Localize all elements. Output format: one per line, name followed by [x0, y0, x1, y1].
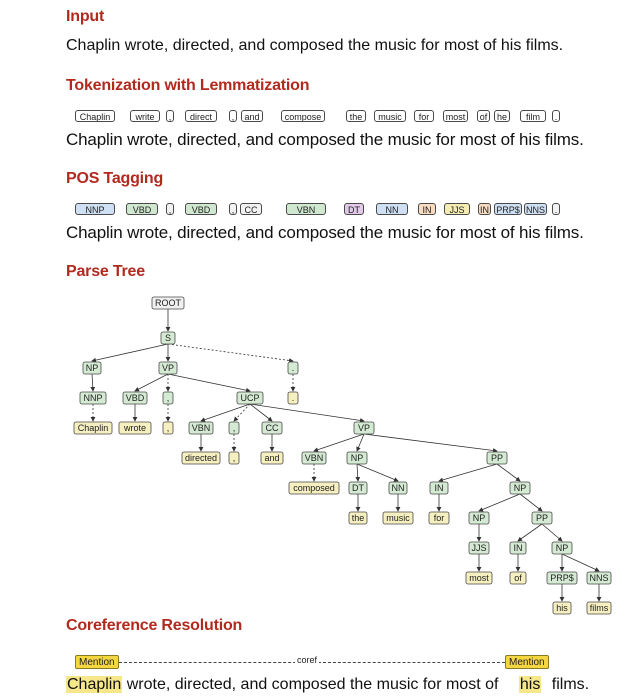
pos-token-14: .	[552, 203, 560, 215]
parse-tree	[0, 280, 637, 615]
svg-text:VBD: VBD	[125, 393, 145, 403]
tree-node-NP2	[347, 452, 367, 464]
coref-sentence-end: films.	[547, 676, 590, 693]
input-sentence: Chaplin wrote, directed, and composed the music for most of his films.	[66, 37, 564, 54]
lemma-token-7: the	[346, 110, 366, 122]
tree-edge-UCP-VBN1	[201, 404, 250, 421]
svg-text:most: most	[469, 573, 489, 583]
svg-text:VP: VP	[357, 423, 371, 433]
svg-text:NP: NP	[513, 483, 527, 493]
tree-edge-NP5-NNS	[562, 554, 599, 571]
tree-node-JJS	[469, 542, 489, 554]
svg-text:VBN: VBN	[304, 453, 324, 463]
lemma-token-12: he	[494, 110, 510, 122]
svg-text:for: for	[433, 513, 445, 523]
svg-text:Chaplin: Chaplin	[77, 423, 109, 433]
tree-node-NNS	[587, 572, 611, 584]
tree-edge-VP1-UCP	[168, 374, 250, 391]
coref-highlight-chaplin: Chaplin	[67, 676, 122, 693]
tree-node-NN	[389, 482, 407, 494]
tree-edge-S-P1	[168, 344, 293, 361]
lemma-token-11: of	[477, 110, 490, 122]
tree-edge-NP3-NP4	[479, 494, 520, 511]
pos-token-4: ,	[229, 203, 237, 215]
tree-node-PP1	[487, 452, 507, 464]
tree-leaf-w_for	[429, 512, 449, 524]
svg-text:VBN: VBN	[191, 423, 211, 433]
tree-node-UCP	[237, 392, 263, 404]
svg-text:and: and	[264, 453, 280, 463]
svg-text:PP: PP	[535, 513, 549, 523]
svg-text:,: ,	[166, 423, 170, 433]
tree-leaf-w_c2	[229, 452, 239, 464]
lemma-token-8: music	[374, 110, 406, 122]
section-heading-coref: Coreference Resolution	[66, 617, 243, 634]
tree-leaf-w_films	[587, 602, 611, 614]
svg-text:wrote: wrote	[123, 423, 147, 433]
svg-text:PRP$: PRP$	[550, 573, 574, 583]
tree-node-NNP	[80, 392, 106, 404]
svg-text:VP: VP	[161, 363, 175, 373]
coref-sentence-middle: wrote, directed, and composed the music for most of	[122, 676, 503, 693]
svg-text:ROOT: ROOT	[155, 298, 181, 308]
lemma-token-1: write	[130, 110, 160, 122]
tree-edge-PP2-IN2	[518, 524, 542, 541]
svg-text:PP: PP	[490, 453, 504, 463]
svg-text:his: his	[556, 603, 568, 613]
lemma-token-6: compose	[281, 110, 325, 122]
lemma-token-5: and	[241, 110, 263, 122]
tree-edge-UCP-VP2	[250, 404, 364, 421]
pos-token-5: CC	[240, 203, 262, 215]
section-heading-parse: Parse Tree	[66, 263, 145, 280]
tree-node-DT	[349, 482, 367, 494]
tree-leaf-w_music	[383, 512, 413, 524]
section-heading-pos: POS Tagging	[66, 170, 164, 187]
svg-text:,: ,	[232, 423, 236, 433]
tree-node-IN2	[510, 542, 526, 554]
svg-text:directed: directed	[184, 453, 218, 463]
lemma-token-2: ,	[166, 110, 174, 122]
tree-leaf-w_chaplin	[74, 422, 112, 434]
svg-text:NN: NN	[391, 483, 405, 493]
svg-text:IN: IN	[434, 483, 444, 493]
tree-node-VBN2	[302, 452, 326, 464]
tree-edge-VP2-NP2	[357, 434, 364, 451]
tokenized-sentence: Chaplin wrote, directed, and composed the music for most of his films.	[66, 130, 584, 149]
lemma-token-4: ,	[229, 110, 237, 122]
pos-token-8: NN	[376, 203, 408, 215]
tree-edge-NP1-NNP	[92, 374, 93, 391]
tree-edge-PP1-NP3	[497, 464, 520, 481]
tree-leaf-w_directed	[182, 452, 220, 464]
tree-edge-VP1-VBD1	[135, 374, 168, 391]
tree-leaf-w_the	[349, 512, 367, 524]
svg-text:NNP: NNP	[83, 393, 103, 403]
tree-edge-VP2-PP1	[364, 434, 497, 451]
svg-text:NP: NP	[350, 453, 364, 463]
tree-node-NP3	[510, 482, 530, 494]
tree-edge-NP2-NN	[357, 464, 398, 481]
tree-leaf-w_composed	[289, 482, 339, 494]
svg-text:.: .	[291, 393, 295, 403]
lemma-token-13: film	[520, 110, 546, 122]
tree-node-S	[161, 332, 175, 344]
tree-node-NP5	[552, 542, 572, 554]
tree-node-VP1	[159, 362, 177, 374]
tree-edge-VP2-VBN2	[314, 434, 364, 451]
pos-token-0: NNP	[75, 203, 115, 215]
section-heading-tokenization: Tokenization with Lemmatization	[66, 77, 310, 94]
svg-text:JJS: JJS	[471, 543, 487, 553]
svg-text:S: S	[164, 333, 172, 343]
tree-edge-PP1-IN1	[439, 464, 497, 481]
mention-tag-chaplin: Mention	[75, 655, 119, 669]
svg-text:of: of	[514, 573, 522, 583]
svg-text:music: music	[386, 513, 410, 523]
svg-text:NP: NP	[85, 363, 99, 373]
svg-text:UCP: UCP	[240, 393, 260, 403]
tree-node-CC	[262, 422, 282, 434]
tree-node-PRP	[547, 572, 577, 584]
svg-text:NNS: NNS	[589, 573, 609, 583]
lemma-token-0: Chaplin	[75, 110, 115, 122]
tree-leaf-w_most	[466, 572, 492, 584]
tree-node-VBN1	[189, 422, 213, 434]
tree-node-NP1	[83, 362, 101, 374]
pos-token-13: NNS	[525, 205, 545, 215]
pos-token-9: IN	[418, 203, 436, 215]
tree-node-NP4	[469, 512, 489, 524]
tree-node-C2	[229, 422, 239, 434]
tree-edge-PP2-NP5	[542, 524, 562, 541]
svg-text:,: ,	[166, 393, 170, 403]
tree-leaf-w_wrote	[119, 422, 151, 434]
svg-text:DT: DT	[352, 483, 364, 493]
pos-token-3: VBD	[185, 203, 217, 215]
svg-text:NP: NP	[555, 543, 569, 553]
tree-node-PP2	[532, 512, 552, 524]
tree-node-VP2	[354, 422, 374, 434]
lemma-token-10: most	[443, 110, 468, 122]
tree-edge-S-NP1	[92, 344, 168, 361]
svg-text:composed: composed	[293, 483, 335, 493]
tree-node-P1	[288, 362, 298, 374]
tree-node-root	[152, 297, 184, 309]
lemma-token-14: .	[552, 110, 560, 122]
svg-text:NP: NP	[472, 513, 486, 523]
svg-text:the: the	[351, 513, 365, 523]
pos-token-6: VBN	[286, 203, 326, 215]
svg-text:CC: CC	[265, 423, 279, 433]
pos-token-2: ,	[166, 203, 174, 215]
pos-token-1: VBD	[126, 203, 158, 215]
pos-token-10: JJS	[444, 203, 470, 215]
tree-node-C1	[163, 392, 173, 404]
mention-tag-his: Mention	[505, 655, 549, 669]
svg-text:films: films	[589, 603, 609, 613]
coref-highlight-his: his	[519, 676, 541, 693]
svg-text:.: .	[291, 363, 295, 373]
lemma-token-9: for	[414, 110, 434, 122]
pos-token-11: IN	[480, 205, 489, 215]
pos-token-7: DT	[344, 203, 364, 215]
tree-leaf-w_c1	[163, 422, 173, 434]
svg-text:,: ,	[232, 453, 236, 463]
tree-node-IN1	[430, 482, 448, 494]
coref-sentence	[66, 676, 589, 694]
coref-link-label: coref	[297, 655, 318, 665]
tree-leaf-w_of	[510, 572, 526, 584]
tree-node-VBD1	[123, 392, 147, 404]
svg-text:IN: IN	[513, 543, 523, 553]
pos-sentence: Chaplin wrote, directed, and composed the music for most of his films.	[66, 223, 584, 242]
pos-token-12: PRP$	[494, 203, 522, 215]
tree-edge-NP2-DT	[357, 464, 358, 481]
tree-leaf-w_and	[261, 452, 283, 464]
tree-leaf-w_his	[553, 602, 571, 614]
tree-edge-NP3-PP2	[520, 494, 542, 511]
tree-leaf-w_p	[288, 392, 298, 404]
section-heading-input: Input	[66, 8, 105, 25]
lemma-token-3: direct	[185, 110, 217, 122]
